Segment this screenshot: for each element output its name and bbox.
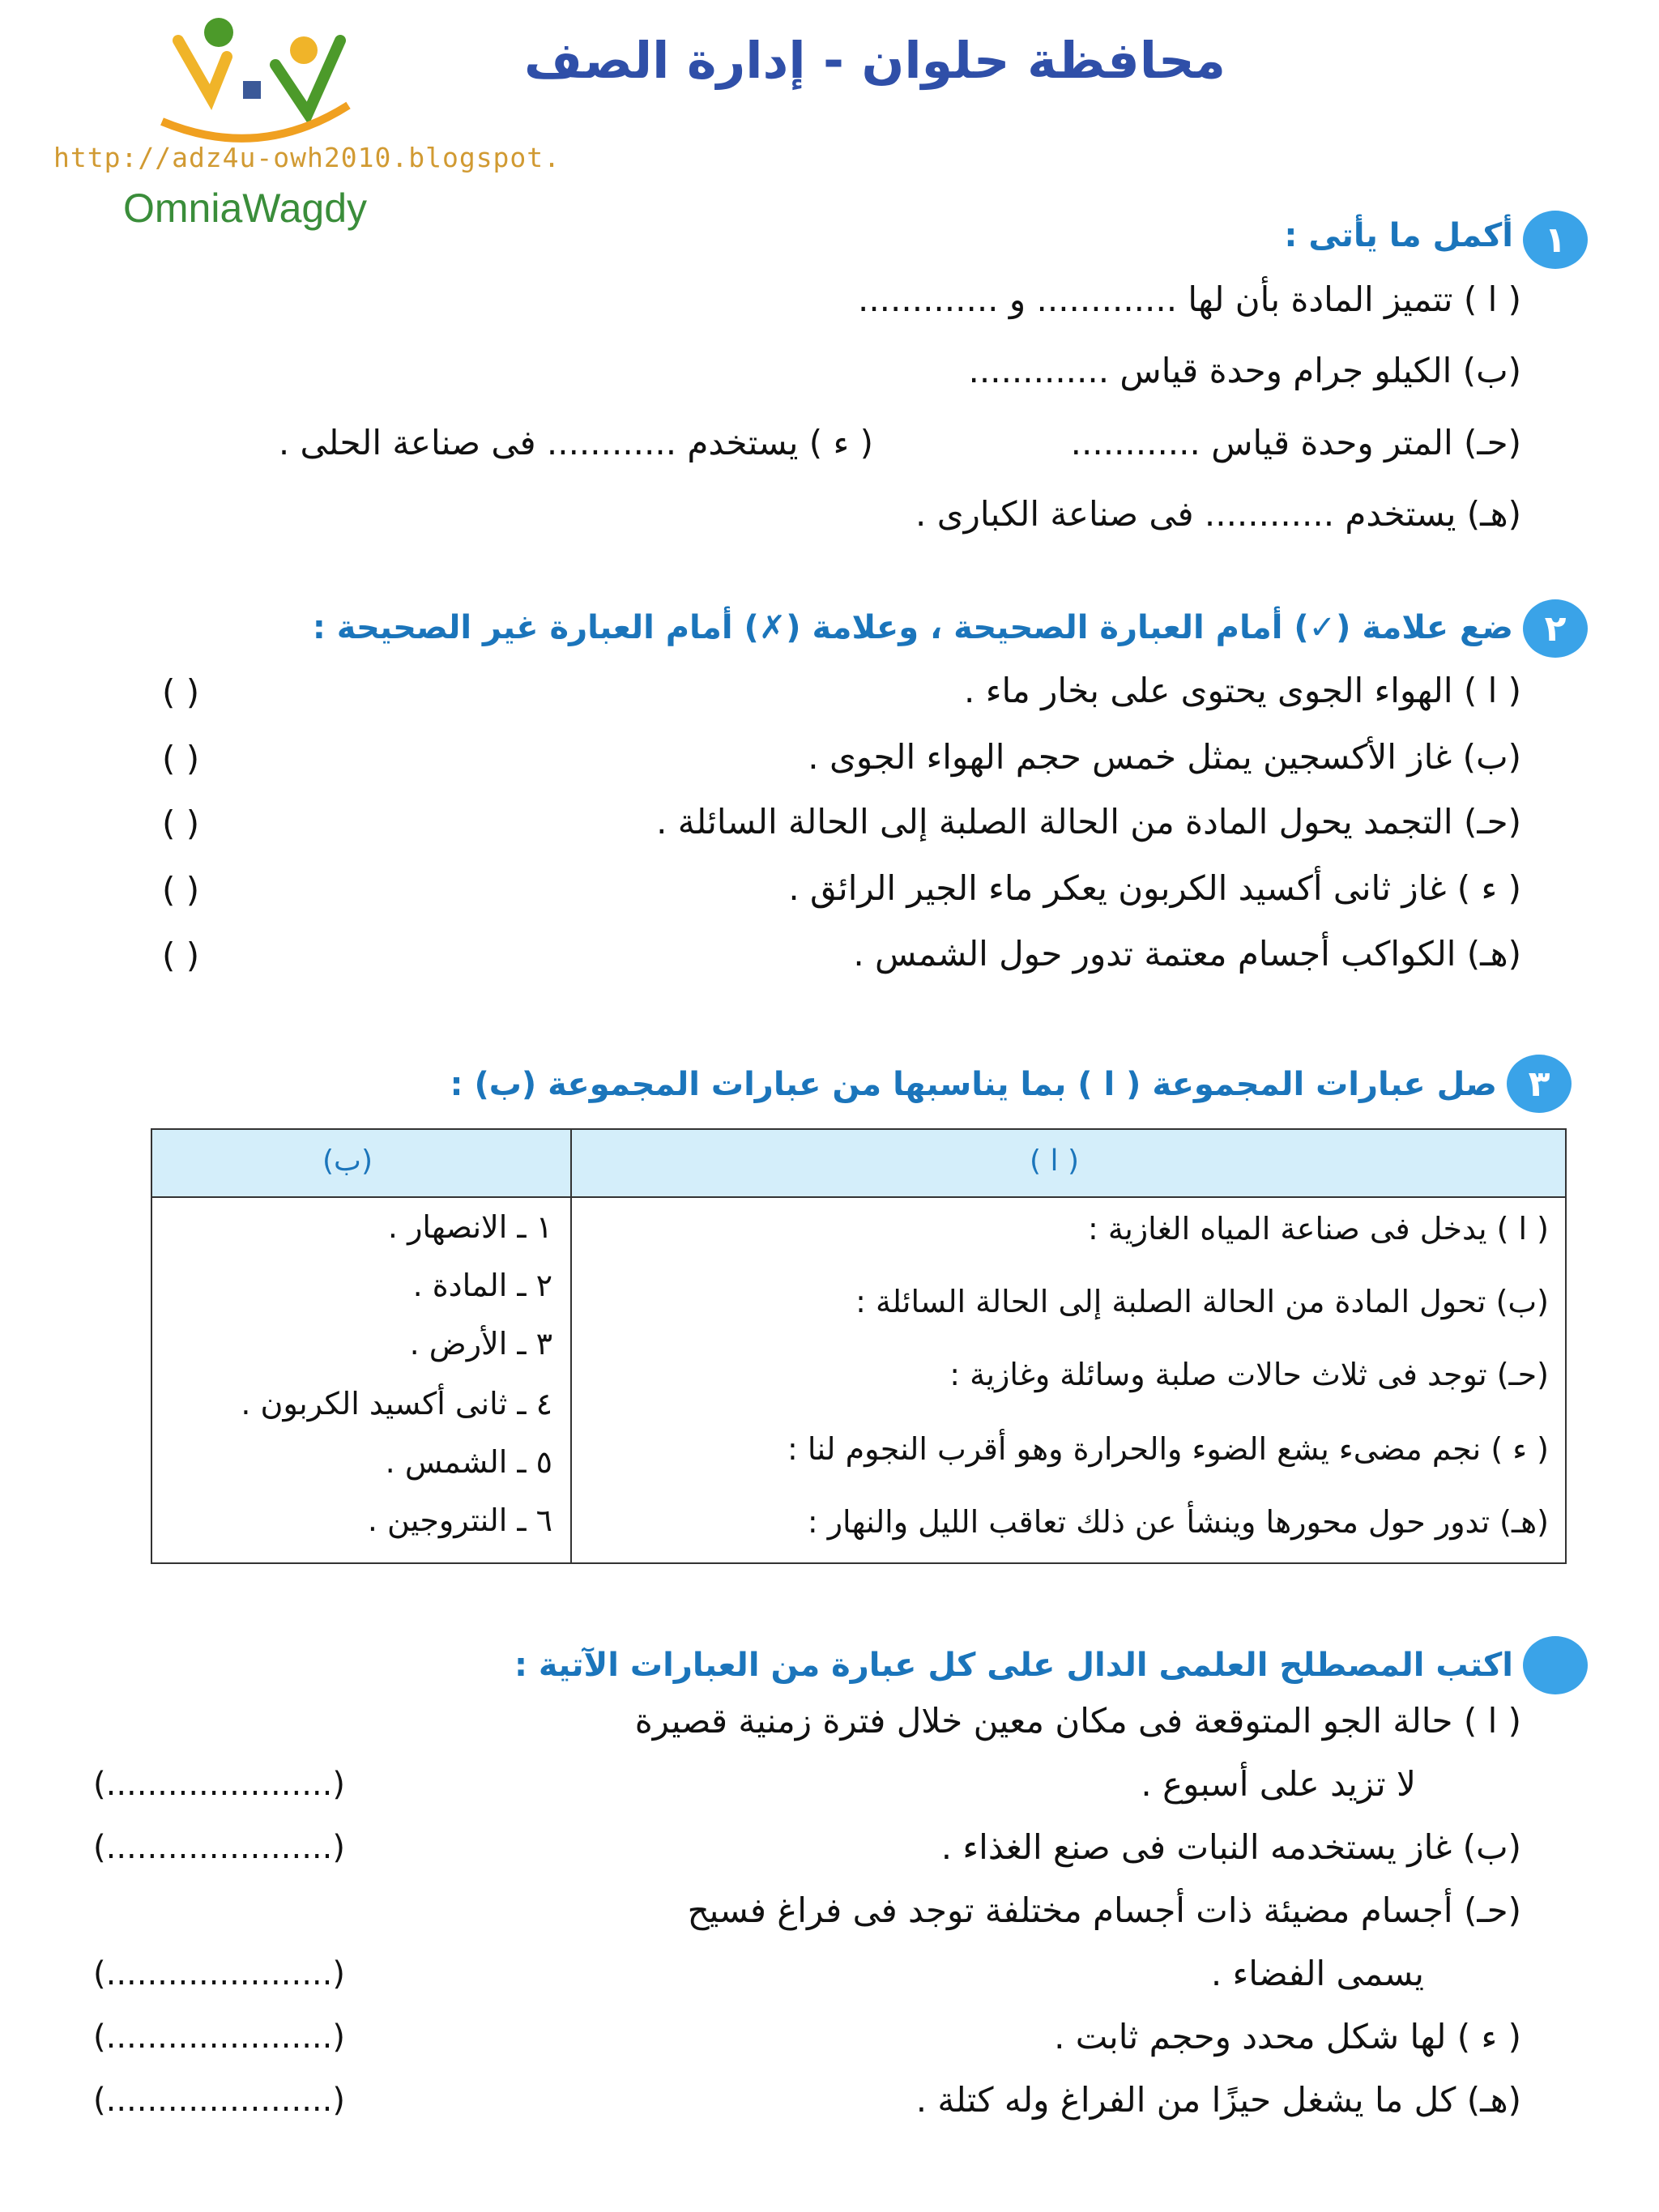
answer-box[interactable]: ( ) <box>162 870 200 910</box>
table-cell-a: (حـ) توجد فى ثلاث حالات صلبة وسائلة وغازية : <box>949 1357 1549 1392</box>
table-cell-a: ( ا ) يدخل فى صناعة المياه الغازية : <box>1087 1211 1549 1247</box>
q2-item-e: (هـ) الكواكب أجسام معتمة تدور حول الشمس . <box>853 934 1521 974</box>
column-b-header: (ب) <box>322 1144 373 1178</box>
question-1-number: ١ <box>1523 211 1588 269</box>
question-2-title: ضع علامة (✓) أمام العبارة الصحيحة ، وعلامة (✗) أمام العبارة غير الصحيحة : <box>312 609 1513 646</box>
answer-blank[interactable]: (......................) <box>93 1955 345 1993</box>
q2-item-b: (ب) غاز الأكسجين يمثل خمس حجم الهواء الجوى . <box>808 737 1521 777</box>
q2-item-d: ( ء ) غاز ثانى أكسيد الكربون يعكر ماء الجير الرائق . <box>788 868 1521 908</box>
question-2-number: ٢ <box>1523 599 1588 658</box>
q4-item-b: (ب) غاز يستخدمه النبات فى صنع الغذاء . <box>940 1827 1521 1867</box>
answer-blank[interactable]: (......................) <box>93 2082 345 2119</box>
site-url: http://adz4u-owh2010.blogspot. <box>53 142 561 173</box>
table-cell-a: (هـ) تدور حول محورها وينشأ عن ذلك تعاقب الليل والنهار : <box>807 1504 1549 1540</box>
answer-blank[interactable]: (......................) <box>93 1829 345 1866</box>
page-title: محافظة حلوان - إدارة الصف <box>523 31 1226 90</box>
q4-item-a: ( ا ) حالة الجو المتوقعة فى مكان معين خلال فترة زمنية قصيرة <box>634 1701 1521 1741</box>
column-a-header: ( ا ) <box>1029 1144 1079 1178</box>
table-cell-b: ٢ ـ المادة . <box>412 1268 552 1303</box>
q1-item-e: (هـ) يستخدم ............ فى صناعة الكبارى . <box>915 494 1521 534</box>
question-3-number: ٣ <box>1507 1055 1572 1113</box>
column-divider <box>570 1130 572 1562</box>
question-4-title: اكتب المصطلح العلمى الدال على كل عبارة من العبارات الآتية : <box>514 1647 1513 1684</box>
table-cell-a: (ب) تحول المادة من الحالة الصلبة إلى الحالة السائلة : <box>855 1284 1549 1319</box>
q1-item-a: ( ا ) تتميز المادة بأن لها ............. و ............. <box>857 279 1521 319</box>
answer-box[interactable]: ( ) <box>162 803 200 843</box>
question-4-number <box>1523 1636 1588 1694</box>
table-cell-b: ١ ـ الانصهار . <box>387 1209 552 1245</box>
table-cell-b: ٦ ـ النتروجين . <box>367 1502 552 1538</box>
question-3-title: صل عبارات المجموعة ( ا ) بما يناسبها من عبارات المجموعة (ب) : <box>450 1066 1497 1103</box>
family-house-logo-icon <box>146 8 365 154</box>
q4-item-e: (هـ) كل ما يشغل حيزًا من الفراغ وله كتلة . <box>915 2080 1521 2120</box>
question-1-title: أكمل ما يأتى : <box>1284 217 1513 254</box>
brand-name: OmniaWagdy <box>123 185 368 231</box>
q2-item-c: (حـ) التجمد يحول المادة من الحالة الصلبة إلى الحالة السائلة . <box>656 802 1521 842</box>
answer-blank[interactable]: (......................) <box>93 1766 345 1803</box>
table-cell-b: ٣ ـ الأرض . <box>409 1326 552 1362</box>
table-cell-b: ٤ ـ ثانى أكسيد الكربون . <box>241 1386 552 1421</box>
answer-box[interactable]: ( ) <box>162 739 200 778</box>
q4-item-c: (حـ) أجسام مضيئة ذات أجسام مختلفة توجد فى فراغ فسيح <box>687 1890 1521 1930</box>
table-cell-b: ٥ ـ الشمس . <box>385 1444 552 1480</box>
answer-box[interactable]: ( ) <box>162 936 200 975</box>
q4-item-a-cont: لا تزيد على أسبوع . <box>1141 1764 1416 1804</box>
table-cell-a: ( ء ) نجم مضىء يشع الضوء والحرارة وهو أقرب النجوم لنا : <box>787 1431 1549 1467</box>
q2-item-a: ( ا ) الهواء الجوى يحتوى على بخار ماء . <box>964 671 1521 710</box>
q1-item-d: ( ء ) يستخدم ............ فى صناعة الحلى . <box>278 423 873 462</box>
matching-table <box>151 1128 1567 1564</box>
q4-item-d: ( ء ) لها شكل محدد وحجم ثابت . <box>1054 2017 1521 2056</box>
q4-item-c-cont: يسمى الفضاء . <box>1210 1954 1424 1993</box>
answer-blank[interactable]: (......................) <box>93 2018 345 2056</box>
answer-box[interactable]: ( ) <box>162 672 200 712</box>
q1-item-b: (ب) الكيلو جرام وحدة قياس ............. <box>968 351 1521 390</box>
q1-item-c: (حـ) المتر وحدة قياس ............ <box>1070 423 1521 462</box>
